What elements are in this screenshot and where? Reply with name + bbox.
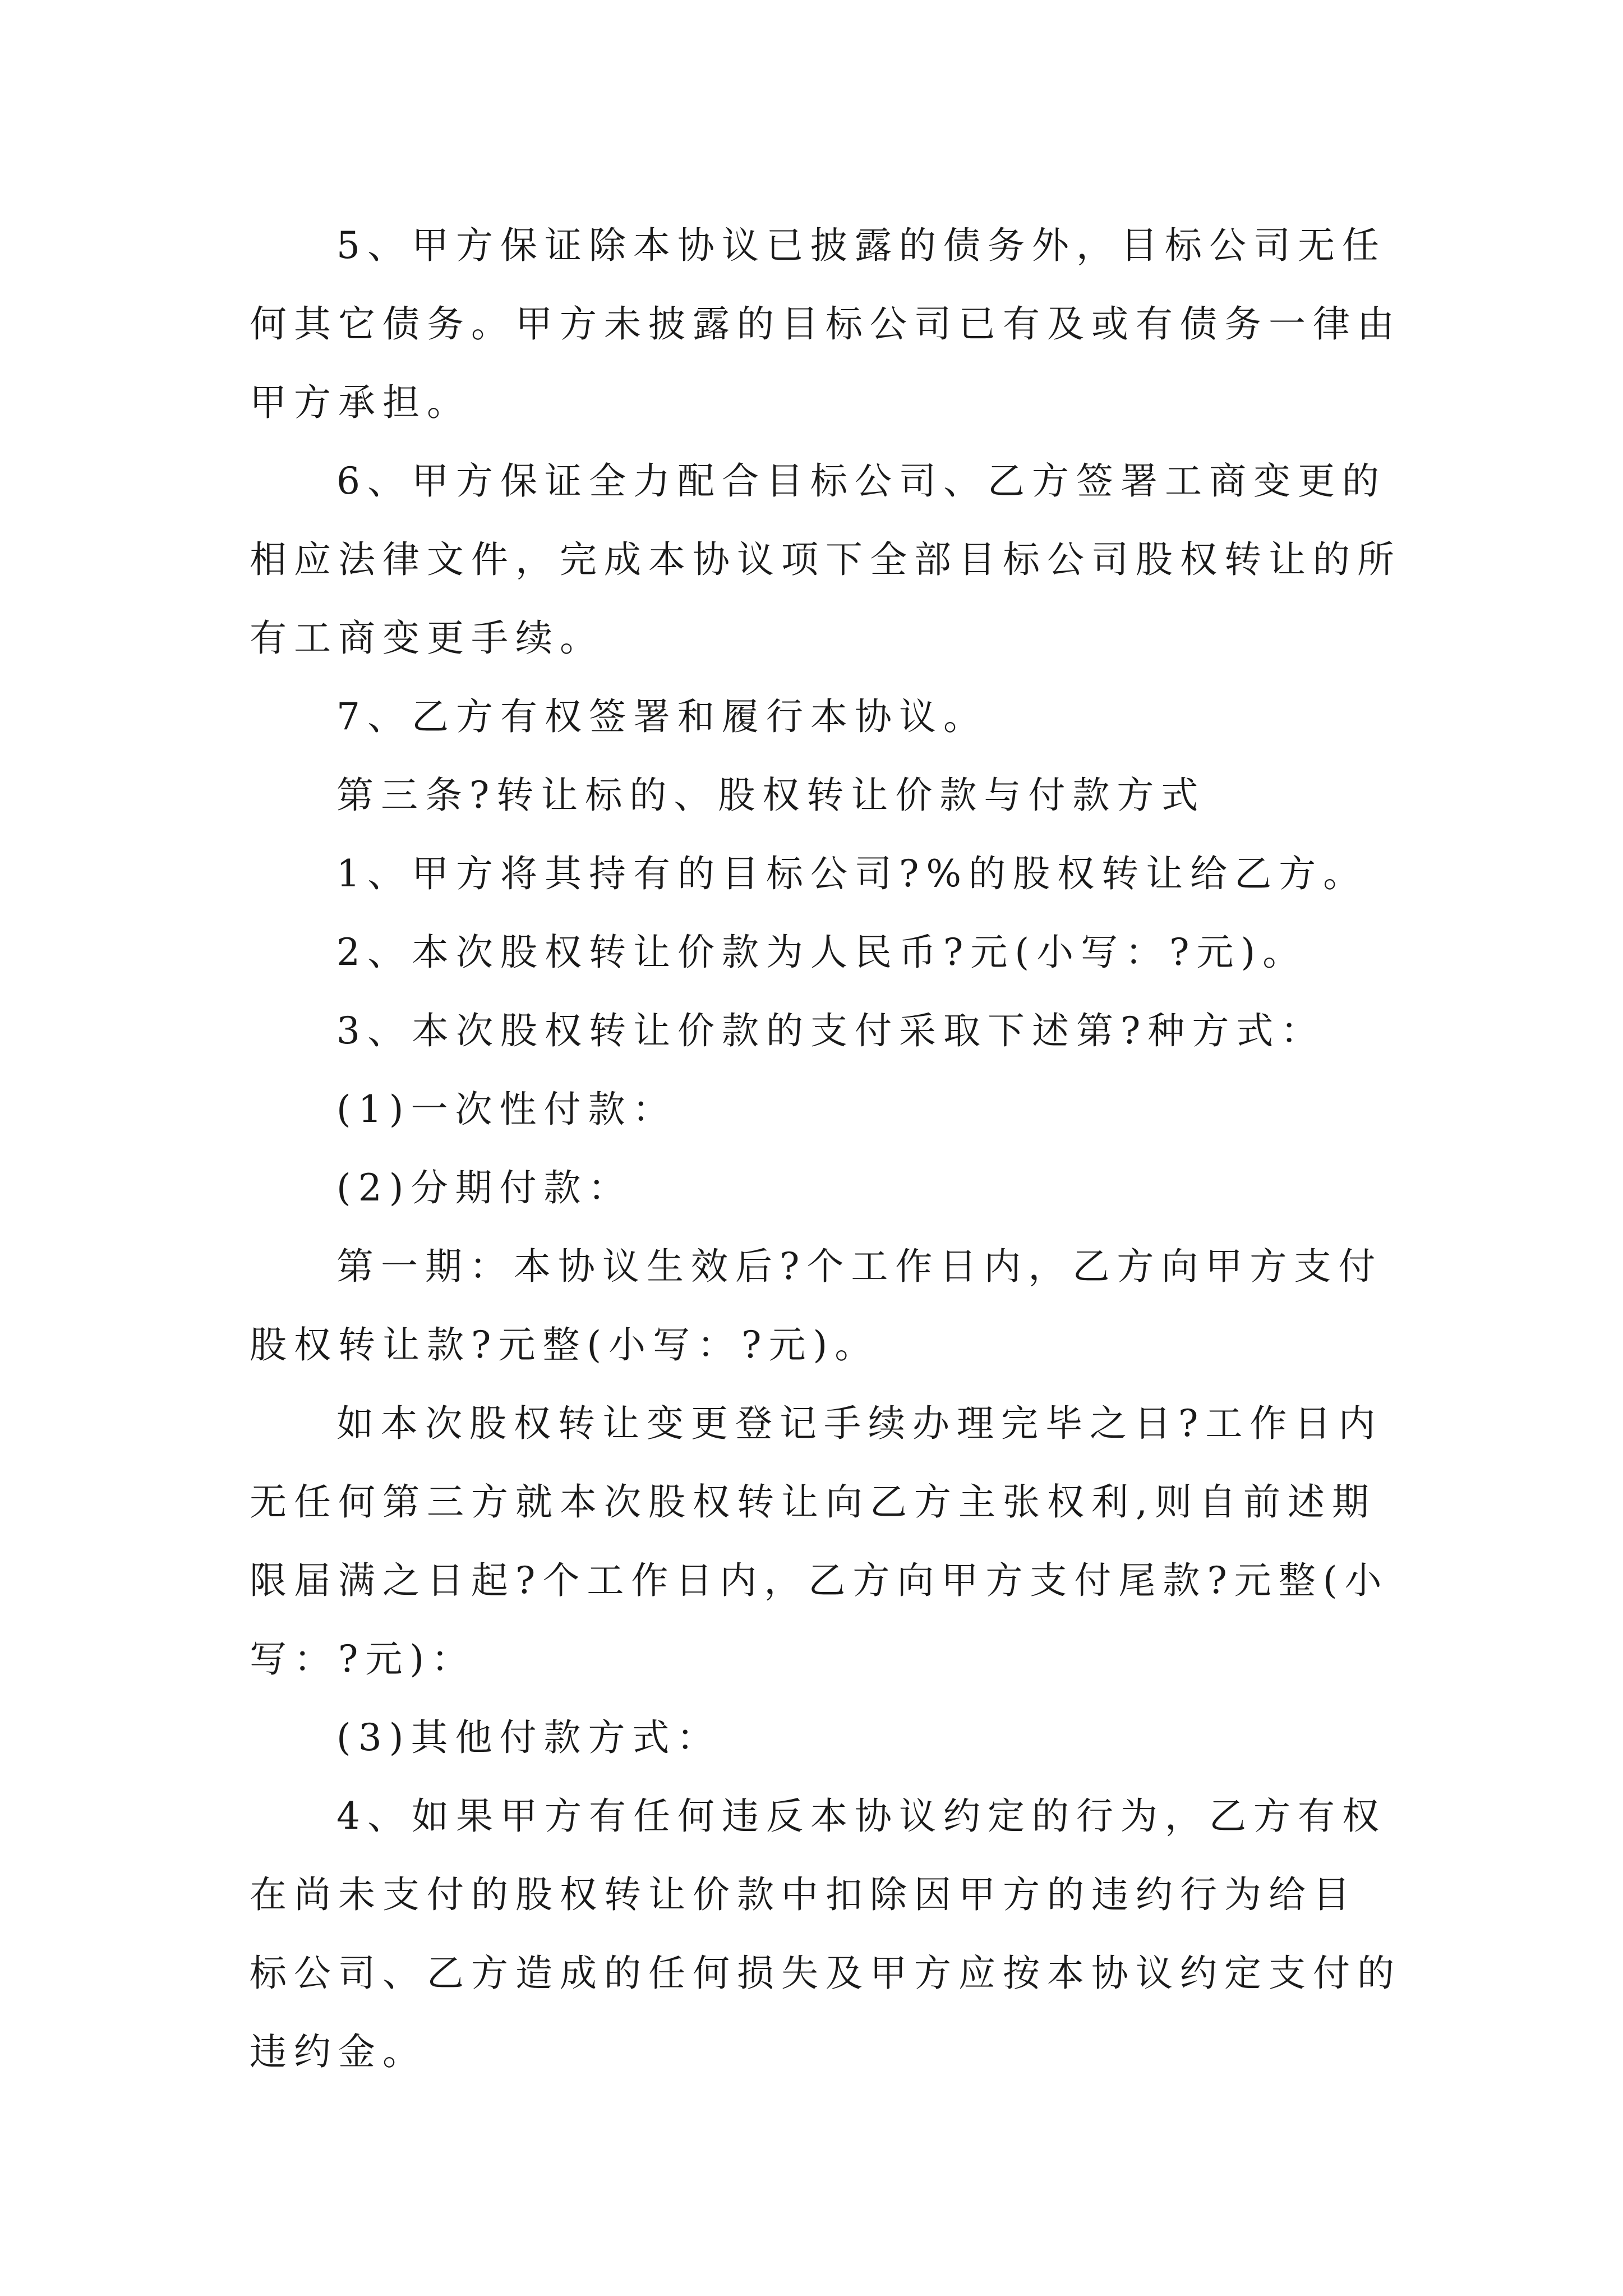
- text-line: 违约金。: [250, 2030, 427, 2073]
- text-line: 1、甲方将其持有的目标公司?%的股权转让给乙方。: [336, 852, 1368, 895]
- text-line: 2、本次股权转让价款为人民币?元(小写：?元)。: [336, 931, 1307, 974]
- text-line: 6、甲方保证全力配合目标公司、乙方签署工商变更的: [336, 459, 1386, 503]
- text-line: 7、乙方有权签署和履行本协议。: [336, 695, 988, 738]
- text-line: 无任何第三方就本次股权转让向乙方主张权利,则自前述期: [250, 1480, 1376, 1524]
- text-line: 第三条?转让标的、股权转让价款与付款方式: [336, 774, 1206, 817]
- text-line: (1)一次性付款：: [336, 1088, 677, 1131]
- text-line: 写：?元)：: [250, 1637, 476, 1681]
- text-line: 相应法律文件，完成本协议项下全部目标公司股权转让的所: [250, 538, 1401, 581]
- text-line: 如本次股权转让变更登记手续办理完毕之日?工作日内: [336, 1402, 1383, 1445]
- text-line: 第一期：本协议生效后?个工作日内，乙方向甲方支付: [336, 1245, 1383, 1288]
- text-line: 5、甲方保证除本协议已披露的债务外，目标公司无任: [336, 224, 1386, 267]
- text-line: 3、本次股权转让价款的支付采取下述第?种方式：: [336, 1009, 1325, 1052]
- text-line: 甲方承担。: [250, 381, 471, 424]
- text-line: 在尚未支付的股权转让价款中扣除因甲方的违约行为给目: [250, 1873, 1357, 1916]
- text-line: (3)其他付款方式：: [336, 1716, 721, 1759]
- text-line: (2)分期付款：: [336, 1166, 633, 1209]
- text-line: 何其它债务。甲方未披露的目标公司已有及或有债务一律由: [250, 302, 1401, 346]
- text-line: 股权转让款?元整(小写：?元)。: [250, 1323, 879, 1366]
- text-line: 限届满之日起?个工作日内，乙方向甲方支付尾款?元整(小: [250, 1559, 1389, 1602]
- text-line: 标公司、乙方造成的任何损失及甲方应按本协议约定支付的: [250, 1952, 1401, 1995]
- text-line: 有工商变更手续。: [250, 616, 604, 660]
- text-line: 4、如果甲方有任何违反本协议约定的行为，乙方有权: [336, 1795, 1386, 1838]
